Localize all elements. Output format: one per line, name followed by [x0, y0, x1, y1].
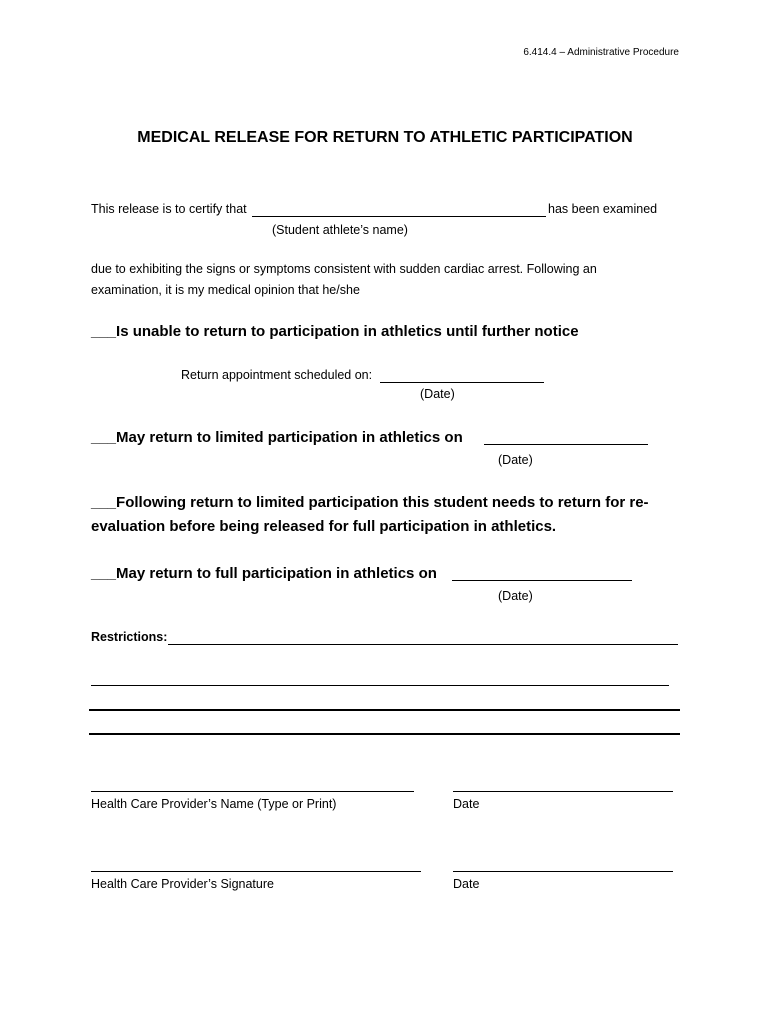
certify-prefix: This release is to certify that: [91, 202, 247, 216]
option-reevaluation-text-1: Following return to limited participation this student needs to return for re-: [116, 494, 649, 511]
procedure-reference: 6.414.4 – Administrative Procedure: [523, 47, 679, 58]
reason-line-2: examination, it is my medical opinion that he/she: [91, 283, 360, 297]
date-field-2[interactable]: [453, 871, 673, 872]
certify-suffix: has been examined: [548, 202, 658, 216]
restrictions-rule-1[interactable]: [89, 709, 680, 711]
option-unable-checkbox-blank[interactable]: ___: [91, 323, 117, 340]
option-limited-checkbox-blank[interactable]: ___: [91, 429, 117, 446]
date-label-1: Date: [453, 797, 480, 811]
full-date-caption: (Date): [498, 589, 533, 603]
option-reevaluation-text-2: evaluation before being released for full participation in athletics.: [91, 518, 557, 535]
reason-line-1: due to exhibiting the signs or symptoms consistent with sudden cardiac arrest. Following an: [91, 262, 597, 276]
provider-name-label: Health Care Provider’s Name (Type or Print): [91, 797, 337, 811]
option-limited-text: May return to limited participation in athletics on: [116, 429, 463, 446]
appointment-label: Return appointment scheduled on:: [181, 368, 373, 382]
restrictions-rule-2[interactable]: [89, 733, 680, 735]
date-label-2: Date: [453, 877, 480, 891]
date-field-1[interactable]: [453, 791, 673, 792]
restrictions-label: Restrictions:: [91, 630, 168, 644]
appointment-date-field[interactable]: [380, 382, 544, 383]
option-full-checkbox-blank[interactable]: ___: [91, 565, 117, 582]
option-full-text: May return to full participation in athletics on: [116, 565, 437, 582]
restrictions-field-2[interactable]: [91, 685, 669, 686]
limited-date-field[interactable]: [484, 444, 648, 445]
option-unable-text: Is unable to return to participation in athletics until further notice: [116, 323, 579, 340]
option-reevaluation: [91, 494, 649, 511]
student-name-field[interactable]: [252, 216, 546, 217]
full-date-field[interactable]: [452, 580, 632, 581]
provider-name-field[interactable]: [91, 791, 414, 792]
limited-date-caption: (Date): [498, 453, 533, 467]
option-reevaluation-checkbox-blank[interactable]: ___: [91, 494, 117, 511]
document-title: MEDICAL RELEASE FOR RETURN TO ATHLETIC PARTICIPATION: [137, 129, 633, 146]
option-full: [91, 565, 437, 582]
restrictions-field-1[interactable]: [168, 644, 678, 645]
option-limited: [91, 429, 463, 446]
option-unable: [91, 323, 579, 340]
appointment-date-caption: (Date): [420, 387, 455, 401]
student-name-caption: (Student athlete’s name): [272, 223, 408, 237]
provider-signature-label: Health Care Provider’s Signature: [91, 877, 274, 891]
provider-signature-field[interactable]: [91, 871, 421, 872]
